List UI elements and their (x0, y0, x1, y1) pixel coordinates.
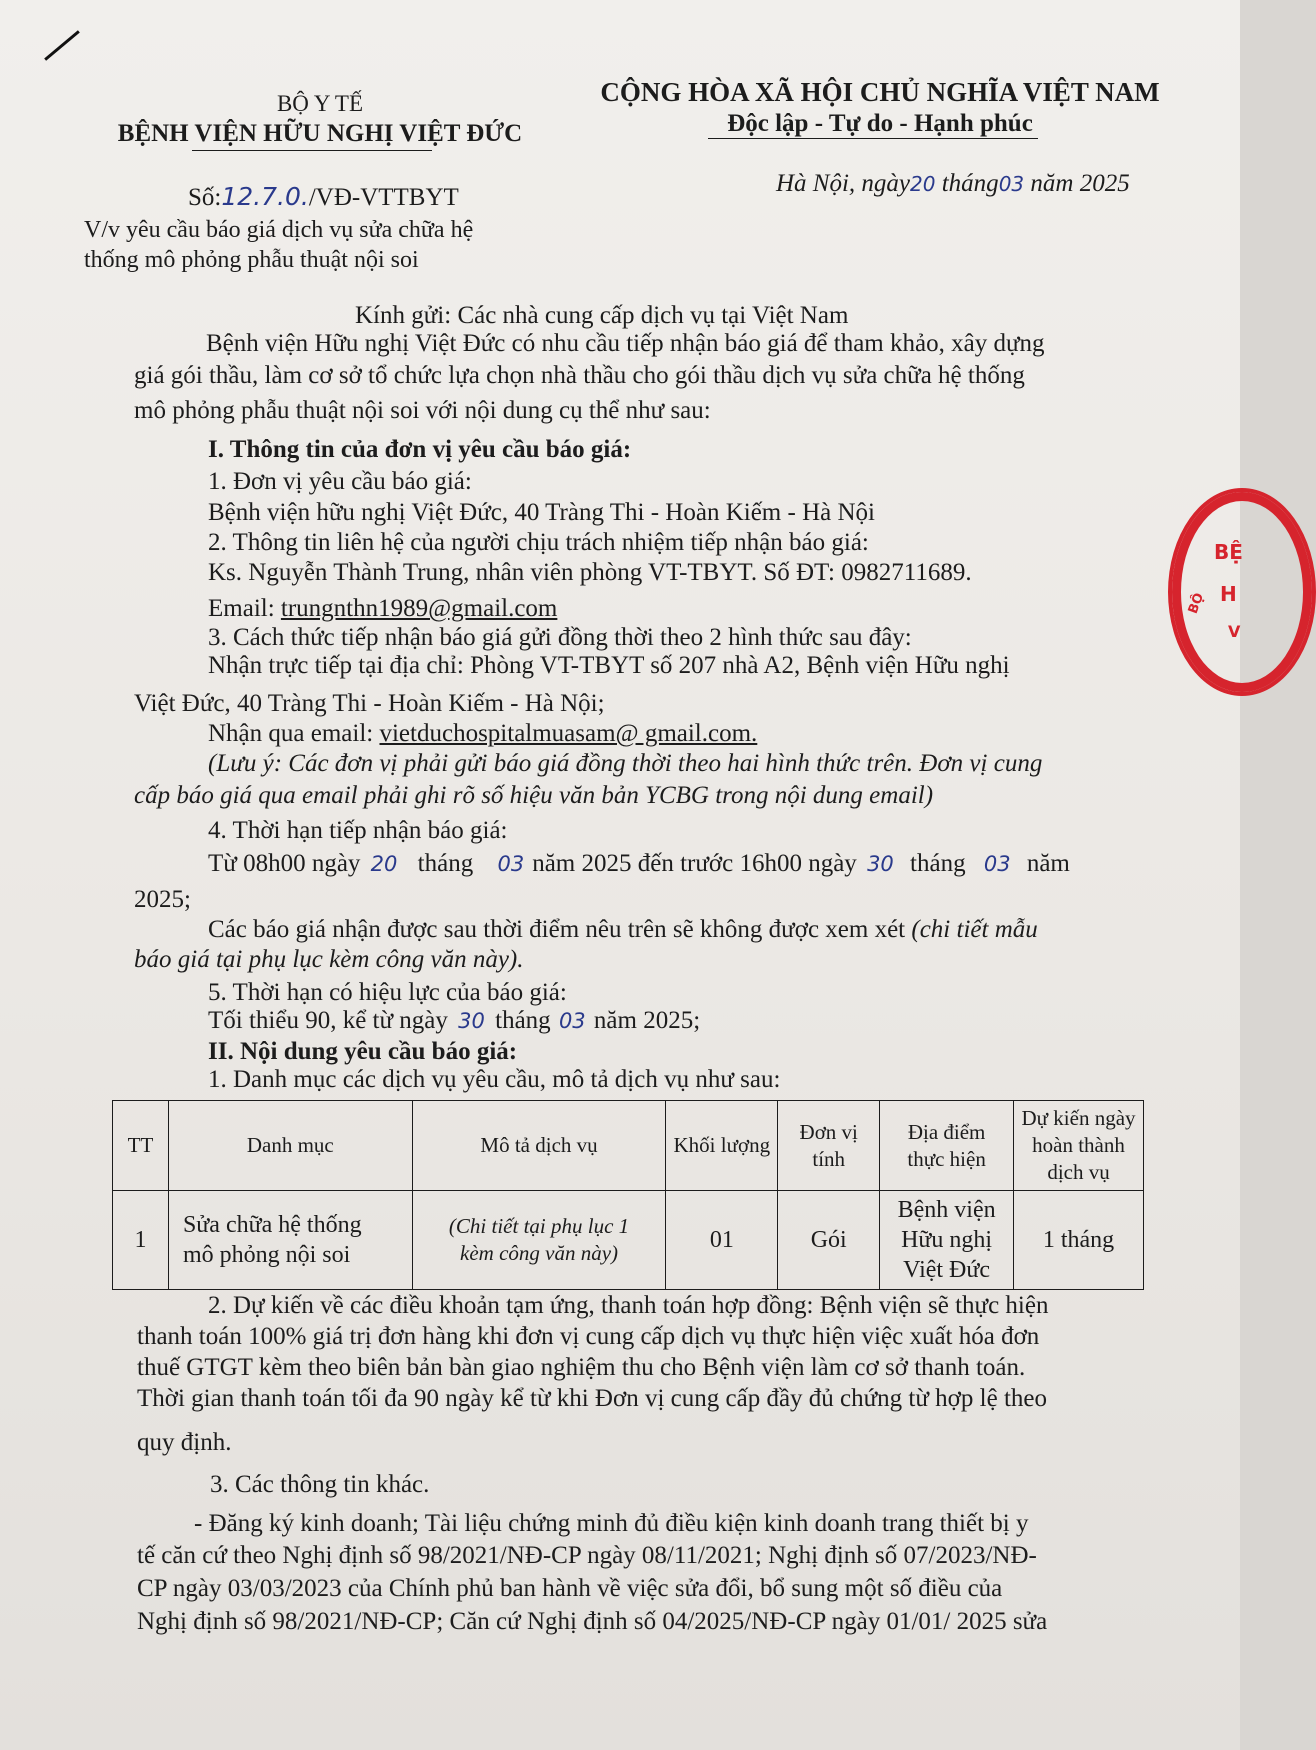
section-1-item-2-value: Ks. Nguyễn Thành Trung, nhân viên phòng VT-TBYT. Số ĐT: 0982711689. (208, 559, 972, 586)
cell-quantity: 01 (666, 1191, 778, 1290)
deadline-from-month-label: tháng (417, 850, 474, 877)
section-1-item-2: 2. Thông tin liên hệ của người chịu trách nhiệm tiếp nhận báo giá: (208, 529, 869, 556)
header-location-line-2: thực hiện (907, 1146, 986, 1171)
cell-eta: 1 tháng (1014, 1191, 1144, 1290)
intro-line-3: mô phỏng phẫu thuật nội soi với nội dung cụ thể như sau: (134, 397, 711, 424)
header-eta-line-1: Dự kiến ngày (1021, 1106, 1136, 1130)
header-unit (778, 1101, 880, 1191)
cell-category (168, 1191, 412, 1290)
nation-name: CỘNG HÒA XÃ HỘI CHỦ NGHĨA VIỆT NAM (600, 77, 1160, 107)
other-info-line-4: Nghị định số 98/2021/NĐ-CP; Căn cứ Nghị định số 04/2025/NĐ-CP ngày 01/01/ 2025 sửa (137, 1608, 1048, 1635)
document-number (188, 182, 459, 212)
payment-line-2: thanh toán 100% giá trị đơn hàng khi đơn vị cung cấp dịch vụ thực hiện việc xuất hóa đơn (137, 1323, 1040, 1350)
deadline-to-month-label: tháng (910, 850, 966, 877)
cell-tt: 1 (113, 1191, 169, 1290)
deadline-line (208, 848, 1070, 880)
section-1-heading: I. Thông tin của đơn vị yêu cầu báo giá: (208, 436, 632, 463)
section-1-item-3-line-a: Nhận trực tiếp tại địa chỉ: Phòng VT-TBYT số 207 nhà A2, Bệnh viện Hữu nghị (208, 652, 1010, 679)
validity-month: 03 (558, 1009, 586, 1033)
header-unit-line-1: Đơn vị (799, 1119, 858, 1144)
date-prefix: Hà Nội, ngày (776, 170, 911, 197)
payment-line-4: Thời gian thanh toán tối đa 90 ngày kể từ khi Đơn vị cung cấp đầy đủ chứng từ hợp lệ theo (137, 1385, 1047, 1412)
deadline-from-day: 20 (370, 852, 398, 876)
pen-mark (44, 30, 80, 61)
deadline-to-month: 03 (983, 852, 1011, 876)
other-info-line-1: - Đăng ký kinh doanh; Tài liệu chứng minh đủ điều kiện kinh doanh trang thiết bị y (194, 1510, 1029, 1537)
contact-email-link[interactable]: trungnthn1989@gmail.com (280, 595, 558, 622)
late-quote-text: Các báo giá nhận được sau thời điểm nêu trên sẽ không được xem xét (208, 916, 912, 943)
email-receive-label: Nhận qua email: (208, 720, 380, 747)
doc-number-handwritten: 12.7.0. (221, 182, 309, 211)
subject-line (84, 215, 564, 275)
late-quote-line (208, 914, 1038, 946)
validity-month-label: tháng (495, 1007, 551, 1034)
date-year: năm 2025 (1030, 170, 1130, 197)
deadline-from-month: 03 (497, 852, 525, 876)
issuer-block (90, 90, 550, 150)
cell-location (880, 1191, 1014, 1290)
payment-line-3: thuế GTGT kèm theo biên bản bàn giao nghiệm thu cho Bệnh viện làm cơ sở thanh toán. (137, 1354, 1026, 1381)
section-2-heading: II. Nội dung yêu cầu báo giá: (208, 1038, 518, 1065)
header-tt: TT (113, 1101, 169, 1191)
header-description: Mô tả dịch vụ (412, 1101, 666, 1191)
table-header-row (113, 1101, 1144, 1191)
deadline-year: 2025; (134, 886, 191, 913)
cell-category-line-1: Sửa chữa hệ thống (182, 1212, 362, 1238)
validity-label: Tối thiểu 90, kể từ ngày (208, 1007, 448, 1034)
validity-year: năm 2025; (593, 1007, 701, 1034)
deadline-to-label: năm 2025 đến trước 16h00 ngày (532, 850, 857, 877)
stamp-text-1: BỆ (1214, 540, 1243, 564)
stamp-text-3: BỘ (1185, 591, 1208, 616)
header-eta (1014, 1101, 1144, 1191)
national-header (580, 75, 1180, 139)
subject-line-1: V/v yêu cầu báo giá dịch vụ sửa chữa hệ (84, 217, 474, 243)
payment-line-1: 2. Dự kiến về các điều khoản tạm ứng, thanh toán hợp đồng: Bệnh viện sẽ thực hiện (208, 1292, 1049, 1319)
cell-description-line-2: kèm công văn này) (460, 1241, 619, 1265)
procurement-email-link[interactable]: vietduchospitalmuasam@ gmail.com. (379, 720, 758, 747)
header-location-line-1: Địa điểm (907, 1119, 986, 1144)
cell-unit: Gói (778, 1191, 880, 1290)
other-info-line-2: tế căn cứ theo Nghị định số 98/2021/NĐ-CP ngày 08/11/2021; Nghị định số 07/2023/NĐ- (137, 1542, 1037, 1569)
section-1-item-5: 5. Thời hạn có hiệu lực của báo giá: (208, 979, 567, 1006)
section-2-item-3: 3. Các thông tin khác. (210, 1471, 430, 1498)
motto-underline (708, 138, 1038, 139)
header-quantity: Khối lượng (666, 1101, 778, 1191)
validity-day: 30 (458, 1009, 485, 1033)
section-1-item-1: 1. Đơn vị yêu cầu báo giá: (208, 468, 472, 495)
subject-line-2: thống mô phỏng phẫu thuật nội soi (84, 247, 419, 273)
cell-location-line-1: Bệnh viện (897, 1197, 996, 1223)
deadline-to-year-label: năm (1026, 850, 1070, 877)
late-quote-line-2: báo giá tại phụ lục kèm công văn này). (134, 946, 524, 973)
date-month-label: tháng (941, 170, 999, 197)
section-1-item-3-line-b: Việt Đức, 40 Tràng Thi - Hoàn Kiếm - Hà Nội; (134, 690, 605, 717)
header-unit-line-2: tính (812, 1146, 846, 1171)
email-label: Email: (208, 595, 281, 622)
header-location (880, 1101, 1014, 1191)
other-info-line-3: CP ngày 03/03/2023 của Chính phủ ban hành về việc sửa đổi, bổ sung một số điều của (137, 1575, 1003, 1602)
official-stamp (1168, 488, 1316, 696)
payment-line-5: quy định. (137, 1429, 232, 1456)
section-1-item-4: 4. Thời hạn tiếp nhận báo giá: (208, 817, 508, 844)
cell-category-line-2: mô phỏng nội soi (182, 1242, 351, 1268)
header-category: Danh mục (168, 1101, 412, 1191)
doc-number-suffix: /VĐ-VTTBYT (308, 184, 459, 211)
date-month: 03 (998, 172, 1025, 196)
cell-description (412, 1191, 666, 1290)
issuer-underline (192, 150, 432, 151)
section-1-item-3-line-c (208, 718, 757, 750)
section-2-item-1: 1. Danh mục các dịch vụ yêu cầu, mô tả dịch vụ như sau: (208, 1066, 781, 1093)
note-line-2: cấp báo giá qua email phải ghi rõ số hiệu văn bản YCBG trong nội dung email) (134, 782, 934, 809)
table-row (113, 1191, 1144, 1290)
greeting: Kính gửi: Các nhà cung cấp dịch vụ tại Việt Nam (355, 302, 849, 329)
cell-location-line-3: Việt Đức (903, 1257, 991, 1283)
cell-location-line-2: Hữu nghị (901, 1227, 993, 1253)
contact-email-line (208, 593, 557, 625)
document-date (776, 170, 1130, 198)
late-quote-italic: (chi tiết mẫu (911, 916, 1038, 943)
section-1-item-3: 3. Cách thức tiếp nhận báo giá gửi đồng thời theo 2 hình thức sau đây: (208, 624, 912, 651)
header-eta-line-3: dịch vụ (1047, 1160, 1110, 1184)
section-1-item-1-value: Bệnh viện hữu nghị Việt Đức, 40 Tràng Thi - Hoàn Kiếm - Hà Nội (208, 499, 875, 526)
ministry-name: BỘ Y TẾ (276, 91, 364, 116)
stamp-text-2: H (1220, 582, 1237, 606)
service-table (112, 1100, 1144, 1290)
intro-line-1: Bệnh viện Hữu nghị Việt Đức có nhu cầu tiếp nhận báo giá để tham khảo, xây dựng (206, 330, 1045, 357)
intro-line-2: giá gói thầu, làm cơ sở tổ chức lựa chọn nhà thầu cho gói thầu dịch vụ sửa chữa hệ thống (134, 362, 1025, 389)
note-line-1: (Lưu ý: Các đơn vị phải gửi báo giá đồng thời theo hai hình thức trên. Đơn vị cung (208, 750, 1043, 777)
doc-number-prefix: Số: (188, 184, 222, 211)
national-motto: Độc lập - Tự do - Hạnh phúc (727, 110, 1033, 137)
stamp-text-4: V (1228, 622, 1241, 641)
hospital-name: BỆNH VIỆN HỮU NGHỊ VIỆT ĐỨC (117, 120, 523, 147)
validity-line (208, 1005, 700, 1037)
cell-description-line-1: (Chi tiết tại phụ lục 1 (448, 1214, 630, 1238)
deadline-to-day: 30 (867, 852, 894, 876)
date-day: 20 (910, 172, 936, 196)
header-eta-line-2: hoàn thành (1032, 1133, 1125, 1157)
deadline-from-label: Từ 08h00 ngày (208, 850, 361, 877)
